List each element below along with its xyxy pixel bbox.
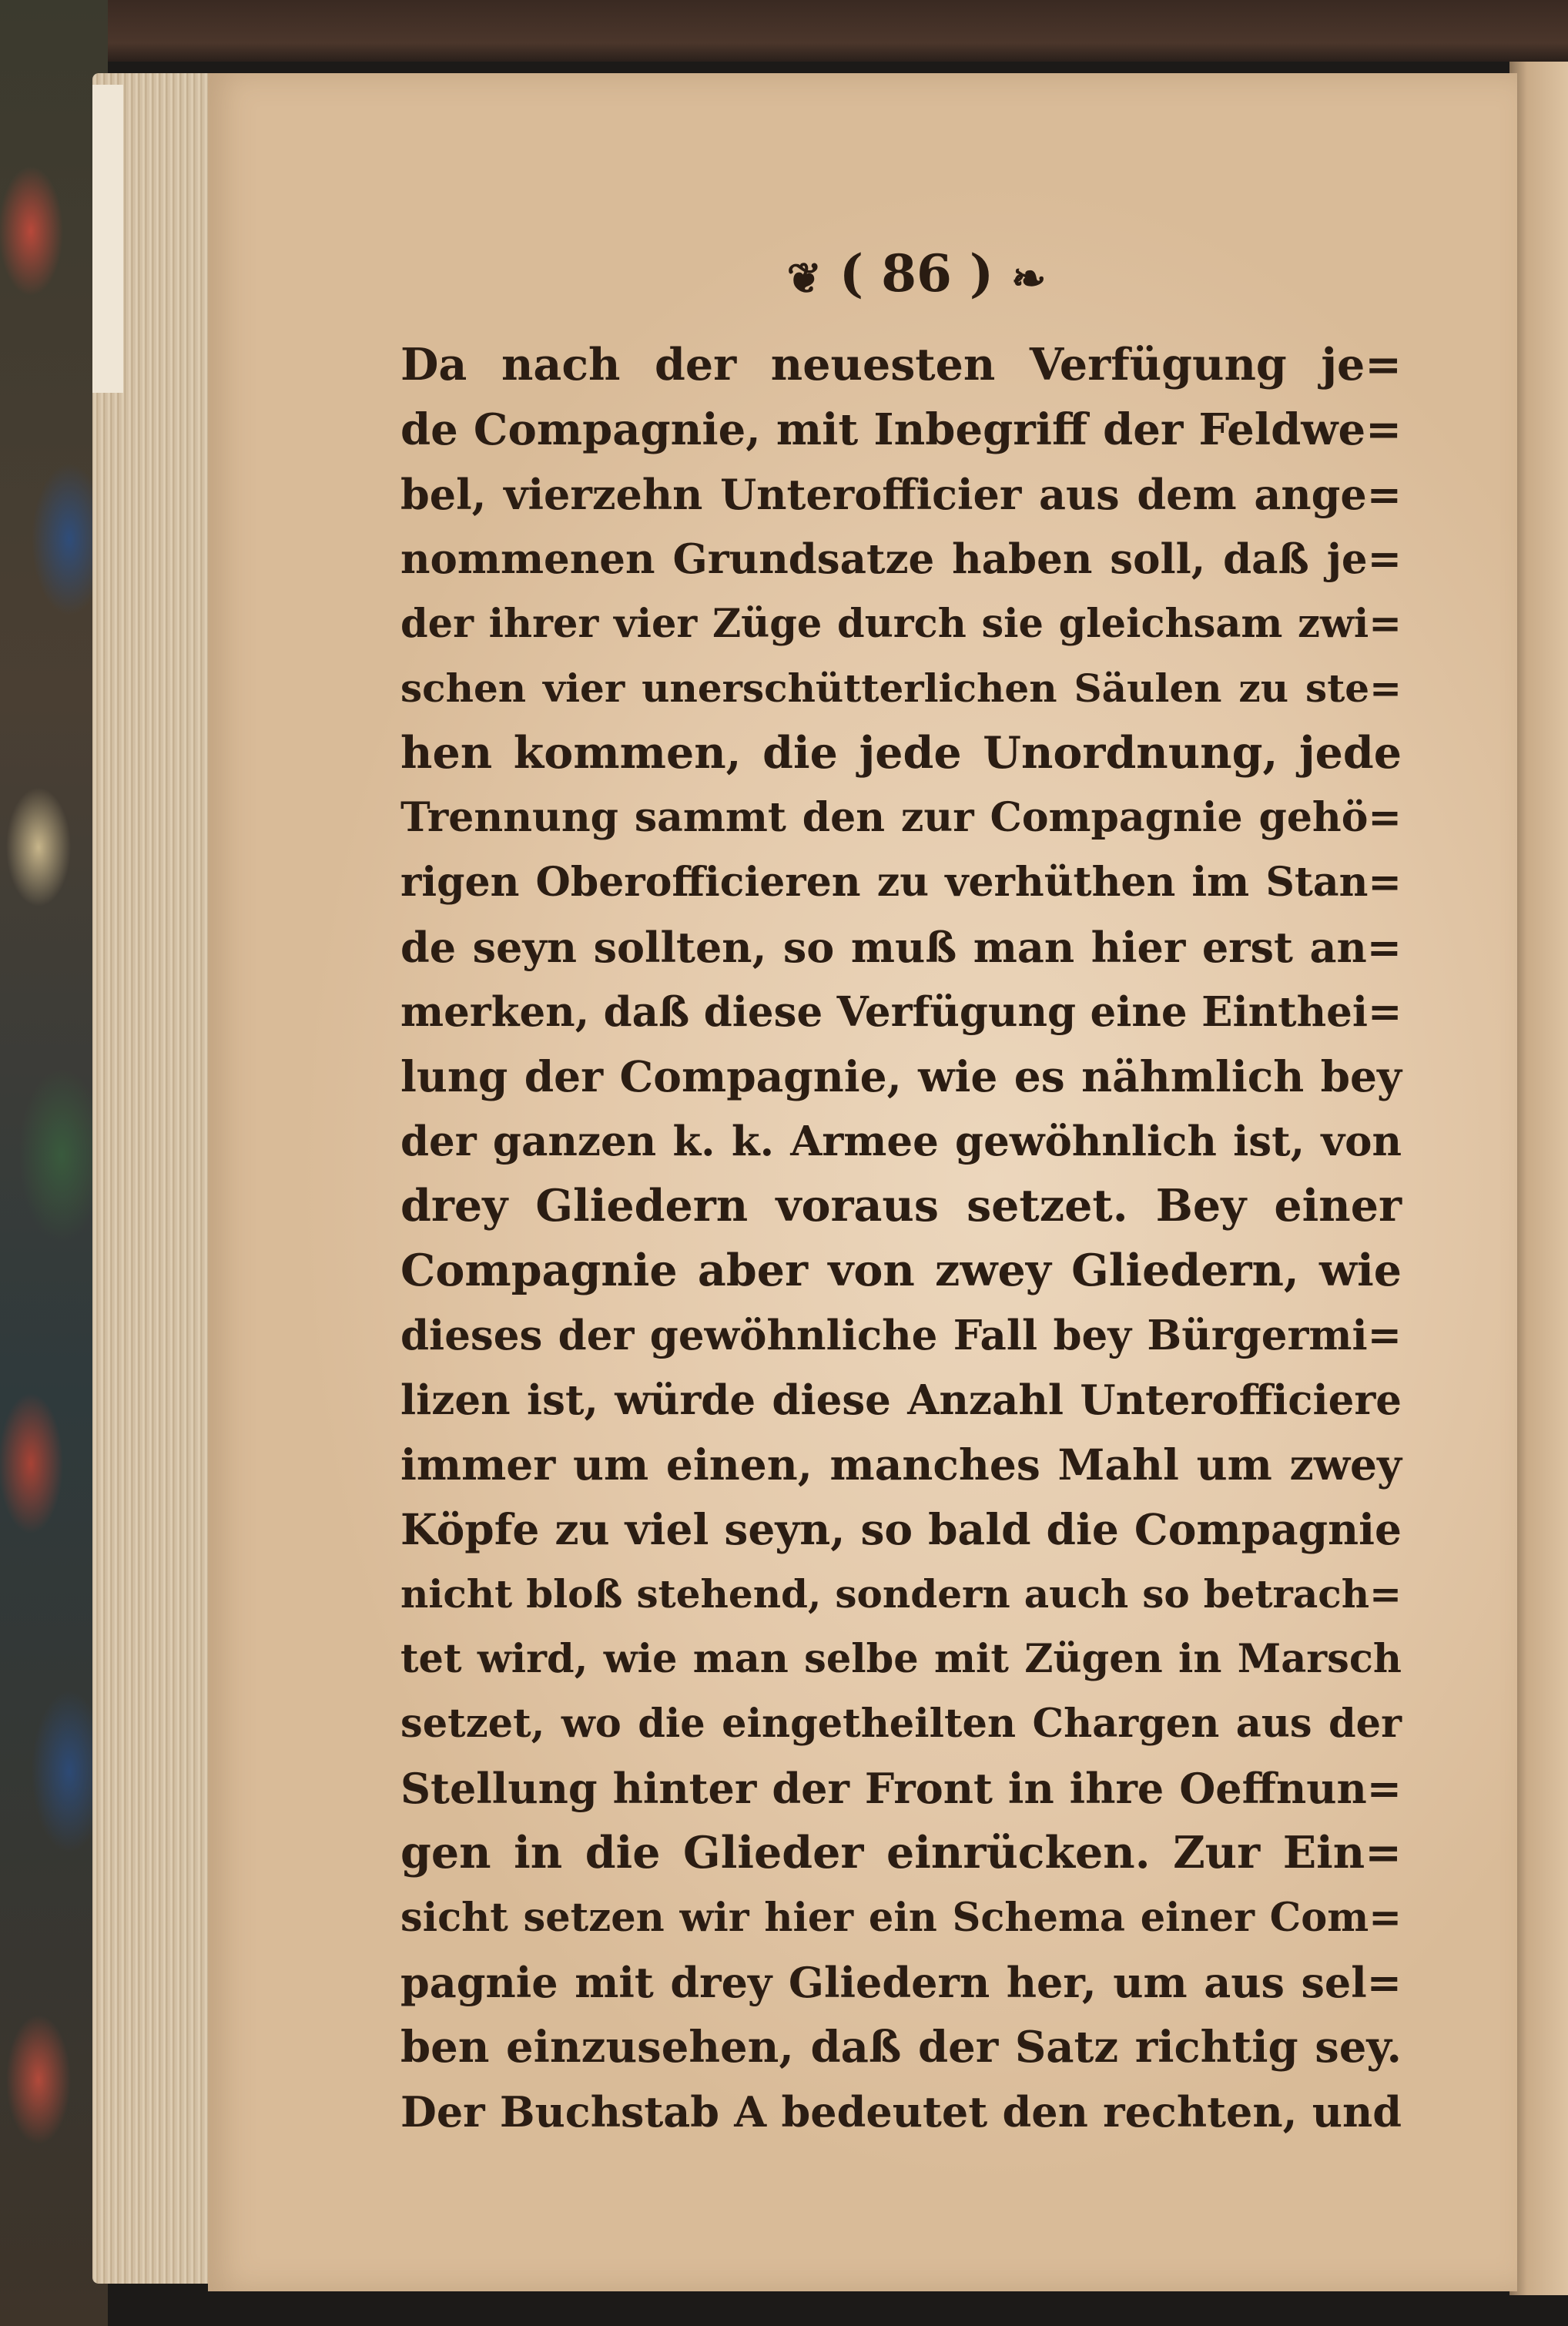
text-line: de seyn sollten, so muß man hier erst an= [400,923,1402,972]
text-line: Köpfe zu viel seyn, so bald die Compagnie [400,1504,1402,1554]
text-line: nicht bloß stehend, sondern auch so betrach= [400,1571,1402,1617]
text-line: Compagnie aber von zwey Gliedern, wie [400,1245,1402,1296]
text-line: schen vier unerschütterlichen Säulen zu ste= [400,665,1402,711]
page-number-open-paren: ( [839,243,864,303]
text-line: Trennung sammt den zur Compagnie gehö= [400,794,1402,841]
text-line: merken, daß diese Verfügung eine Einthei= [400,988,1402,1036]
body-text [400,333,1402,2144]
page-edge-highlight [92,85,123,393]
text-line: de Compagnie, mit Inbegriff der Feldwe= [400,404,1402,455]
text-line: lizen ist, würde diese Anzahl Unterofficiere [400,1376,1402,1424]
page-edges [92,73,216,2284]
marbled-book-cover [0,0,108,2326]
text-line: Der Buchstab A bedeutet den rechten, und [400,2087,1402,2137]
text-line: sicht setzen wir hier ein Schema einer Com= [400,1895,1402,1941]
text-line: nommenen Grundsatze haben soll, daß je= [400,535,1402,583]
text-line: tet wird, wie man selbe mit Zügen in Marsch [400,1636,1402,1682]
text-line: drey Gliedern voraus setzet. Bey einer [400,1180,1402,1232]
ornament-left-icon: ❦ [786,253,822,303]
text-line: setzet, wo die eingetheilten Chargen aus der [400,1701,1402,1747]
text-line: immer um einen, manches Mahl um zwey [400,1440,1402,1490]
text-line: rigen Oberofficieren zu verhüthen im Stan= [400,859,1402,906]
text-line: ben einzusehen, daß der Satz richtig sey. [400,2022,1402,2073]
text-line: dieses der gewöhnliche Fall bey Bürgermi= [400,1312,1402,1359]
text-line: pagnie mit drey Gliedern her, um aus sel= [400,1958,1402,2007]
facing-page-edge [1509,62,1568,2295]
page-header [739,239,1094,308]
text-line: gen in die Glieder einrücken. Zur Ein= [400,1827,1402,1879]
book-cover-top [0,0,1568,62]
text-line: der ganzen k. k. Armee gewöhnlich ist, von [400,1118,1402,1165]
text-line: lung der Compagnie, wie es nähmlich bey [400,1051,1402,1101]
page-number-close-paren: ) [969,243,994,303]
text-line: hen kommen, die jede Unordnung, jede [400,727,1402,779]
text-line: Da nach der neuesten Verfügung je= [400,339,1402,390]
page-number: 86 [881,243,952,303]
text-line: Stellung hinter der Front in ihre Oeffnun= [400,1764,1402,1813]
ornament-right-icon: ❧ [1011,253,1047,303]
text-line: der ihrer vier Züge durch sie gleichsam zwi= [400,601,1402,647]
text-line: bel, vierzehn Unterofficier aus dem ange= [400,470,1402,519]
